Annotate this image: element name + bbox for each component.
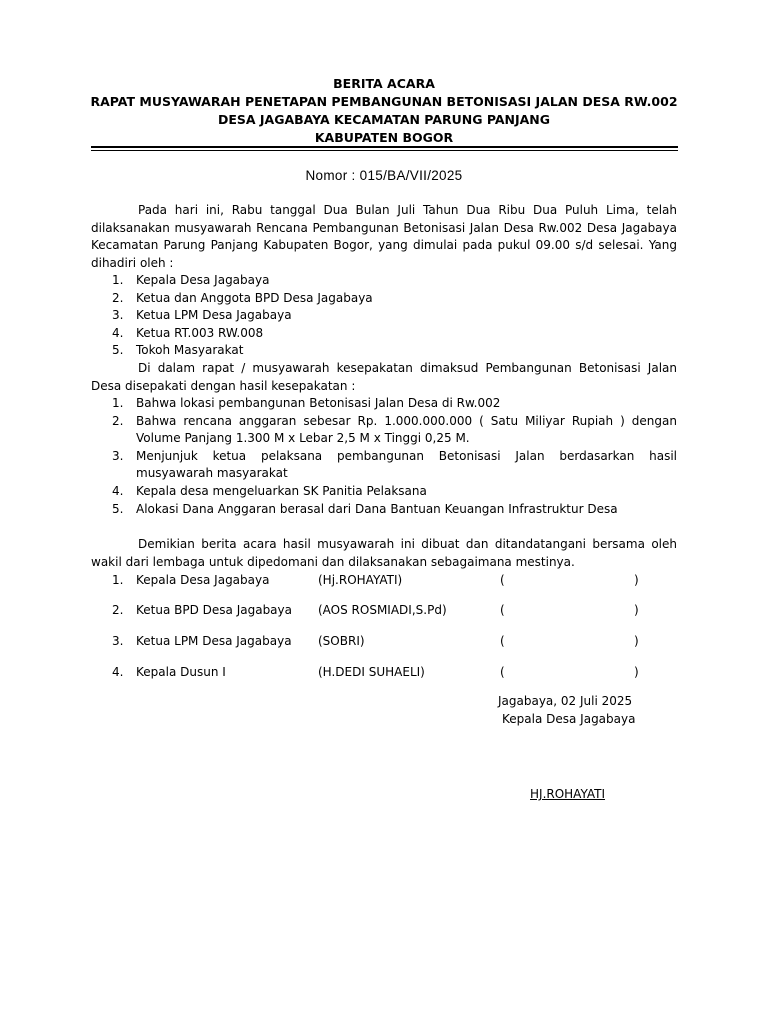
signatory-role: Ketua BPD Desa Jagabaya [136,603,292,617]
header-village: DESA JAGABAYA KECAMATAN PARUNG PANJANG [217,112,551,127]
list-item: 5. Tokoh Masyarakat [112,343,244,358]
header-rule-thin [91,150,678,151]
signature-space-close: ) [634,634,639,648]
signatory-row: 1. Kepala Desa Jagabaya (Hj.ROHAYATI) ( ) [91,572,677,590]
document-header [90,75,678,147]
opening-paragraph: Pada hari ini, Rabu tanggal Dua Bulan Juli Tahun Dua Ribu Dua Puluh Lima, telah dilaksanakan musyawarah Rencana Pembangunan Betonisasi Jalan Desa Rw.002 Desa Jagabaya Kecamatan Parung Panjang Kabupaten Bogor, yang dimulai pada pukul 09.00 s/d selesai. Yang dihadiri oleh : [91,203,677,270]
signer-title: Kepala Desa Jagabaya [502,711,636,726]
signature-space-open: ( [500,665,505,679]
signatory-name: (H.DEDI SUHAELI) [318,665,425,679]
signature-space-close: ) [634,573,639,587]
signatory-name: (Hj.ROHAYATI) [318,573,403,587]
agreement-paragraph: Di dalam rapat / musyawarah kesepakatan dimaksud Pembangunan Betonisasi Jalan Desa disepakati dengan hasil kesepakatan : [91,361,677,393]
closing-block [498,693,635,728]
agreement-list [91,395,677,518]
signature-space-open: ( [500,603,505,617]
signatory-row: 3. Ketua LPM Desa Jagabaya (SOBRI) ( ) [91,633,677,651]
list-item: 3. Ketua LPM Desa Jagabaya [112,308,292,323]
signature-space-open: ( [500,634,505,648]
list-item: 2. Bahwa rencana anggaran sebesar Rp. 1.000.000.000 ( Satu Miliyar Rupiah ) dengan Volume Panjang 1.300 M x Lebar 2,5 M x Tinggi 0,25 M. [112,413,677,446]
list-item: 1. Bahwa lokasi pembangunan Betonisasi Jalan Desa di Rw.002 [112,396,501,410]
signatory-name: (SOBRI) [318,634,365,648]
place-date: Jagabaya, 02 Juli 2025 [498,694,633,708]
list-item: 4. Ketua RT.003 RW.008 [112,325,264,340]
list-item: 5. Alokasi Dana Anggaran berasal dari Dana Bantuan Keuangan Infrastruktur Desa [112,501,618,516]
signatory-row: 4. Kepala Dusun I (H.DEDI SUHAELI) ( ) [91,664,677,682]
list-item: 1. Kepala Desa Jagabaya [112,273,270,287]
list-item: 4. Kepala desa mengeluarkan SK Panitia Pelaksana [112,483,427,498]
list-item: 2. Ketua dan Anggota BPD Desa Jagabaya [112,290,373,305]
attendee-list [91,272,677,360]
signatory-role: Kepala Dusun I [136,665,226,679]
header-title: BERITA ACARA [333,76,435,91]
closing-paragraph: Demikian berita acara hasil musyawarah ini dibuat dan ditandatangani bersama oleh wakil dari lembaga untuk dipedomani dan dilaksanakan sebagaimana mestinya. [91,537,677,569]
signer-name: HJ.ROHAYATI [530,787,606,801]
header-subtitle: RAPAT MUSYAWARAH PENETAPAN PEMBANGUNAN BETONISASI JALAN DESA RW.002 [90,94,678,109]
signatory-role: Kepala Desa Jagabaya [136,573,270,587]
signature-space-close: ) [634,665,639,679]
header-rule-thick [91,146,678,148]
signatory-role: Ketua LPM Desa Jagabaya [136,634,292,648]
header-regency: KABUPATEN BOGOR [314,130,454,145]
signature-space-open: ( [500,573,505,587]
signatory-row: 2. Ketua BPD Desa Jagabaya (AOS ROSMIADI,S.Pd) ( ) [91,602,677,620]
document-number: Nomor : 015/BA/VII/2025 [305,168,463,183]
list-item: 3. Menjunjuk ketua pelaksana pembangunan Betonisasi Jalan berdasarkan hasil musyawarah masyarakat [112,448,677,481]
signature-space-close: ) [634,603,639,617]
signatory-name: (AOS ROSMIADI,S.Pd) [318,603,447,617]
